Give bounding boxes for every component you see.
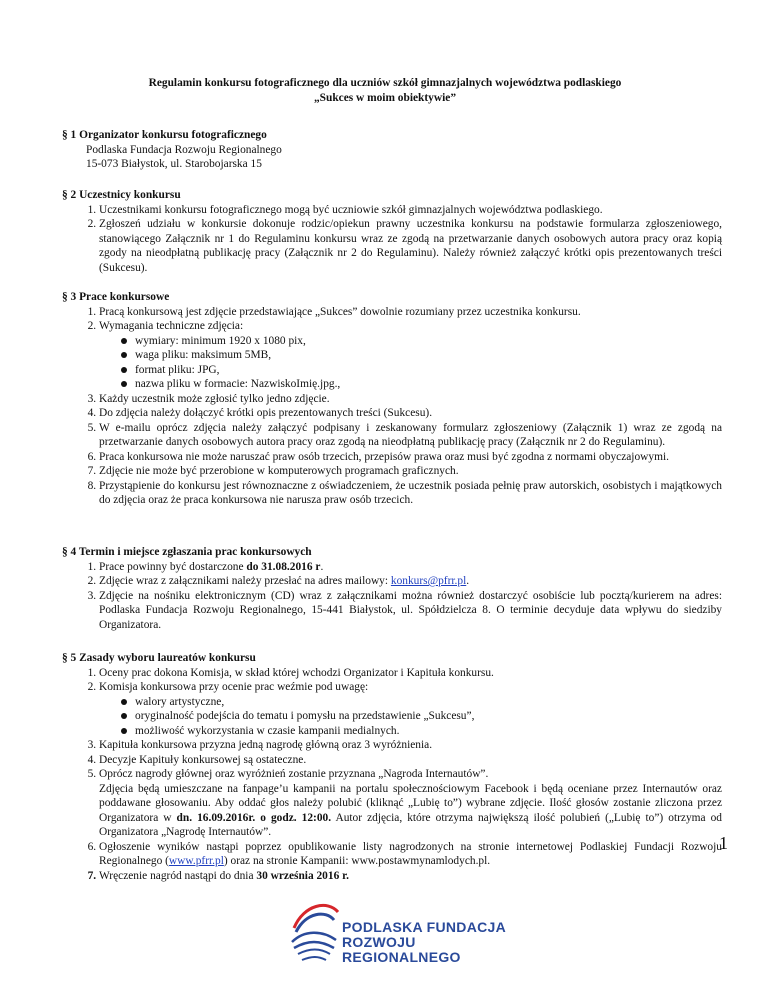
bullet-icon bbox=[121, 352, 127, 358]
section-2-list bbox=[62, 203, 722, 276]
technical-requirements-label: Wymagania techniczne zdjęcia: bbox=[99, 320, 244, 332]
bullet-item: format pliku: JPG, bbox=[121, 363, 722, 378]
list-item: 2. Zdjęcie wraz z załącznikami należy przesłać na adres mailowy: konkurs@pfrr.pl. bbox=[99, 574, 722, 589]
list-item: 1. Pracą konkursową jest zdjęcie przedstawiające „Sukces” dowolnie rozumiany przez uczestnika konkursu. bbox=[99, 305, 722, 320]
list-item: 3. Zdjęcie na nośniku elektronicznym (CD) wraz z załącznikami można również dostarczyć osobiście lub pocztą/kurierem na adres: Podlaska Fundacja Rozwoju Regionalnego, 15-441 Białystok, ul. Spółdzielcza 8. O terminie decyduje data wpływu do siedziby Organizatora. bbox=[99, 589, 722, 633]
list-item: 3. Kapituła konkursowa przyzna jedną nagrodę główną oraz 3 wyróżnienia. bbox=[99, 738, 722, 753]
foundation-logo bbox=[290, 890, 530, 970]
section-2 bbox=[62, 188, 722, 275]
list-item: 6. Praca konkursowa nie może naruszać praw osób trzecich, przepisów prawa oraz musi być zgodna z normami obyczajowymi. bbox=[99, 450, 722, 465]
criteria-bullets bbox=[99, 695, 722, 739]
list-item: 5. W e-mailu oprócz zdjęcia należy załączyć podpisany i zeskanowany formularz zgłoszeniowy (Załącznik 1) wraz ze zgodą na przetwarzanie danych osobowych autora pracy oraz zgodą na nieodpłatną publikację pracy (Załącznik nr 2 do Regulaminu). bbox=[99, 421, 722, 450]
organizer-address: 15-073 Białystok, ul. Starobojarska 15 bbox=[86, 158, 262, 170]
logo-swirl-icon bbox=[290, 890, 342, 970]
bullet-item: możliwość wykorzystania w czasie kampanii medialnych. bbox=[121, 724, 722, 739]
list-item: 7. Wręczenie nagród nastąpi do dnia 30 września 2016 r. bbox=[99, 869, 722, 884]
section-5 bbox=[62, 651, 722, 883]
pfrr-link[interactable]: www.pfrr.pl bbox=[168, 855, 224, 867]
list-item: 7. Zdjęcie nie może być przerobione w komputerowych programach graficznych. bbox=[99, 464, 722, 479]
section-5-list bbox=[62, 666, 722, 884]
list-item bbox=[99, 319, 722, 392]
section-1-heading: § 1 Organizator konkursu fotograficznego bbox=[62, 129, 267, 141]
section-1 bbox=[62, 128, 722, 172]
bullet-item: wymiary: minimum 1920 x 1080 pix, bbox=[121, 334, 722, 349]
bullet-icon bbox=[121, 381, 127, 387]
page-number: 1 bbox=[719, 833, 728, 853]
deadline-date: do 31.08.2016 r bbox=[246, 560, 321, 573]
bullet-item: oryginalność podejścia do tematu i pomysłu na przedstawienie „Sukcesu”, bbox=[121, 709, 722, 724]
list-item: 4. Decyzje Kapituły konkursowej są ostateczne. bbox=[99, 753, 722, 768]
section-4 bbox=[62, 545, 722, 632]
bullet-icon bbox=[121, 728, 127, 734]
vote-count-date: dn. 16.09.2016r. o godz. 12:00. bbox=[176, 811, 332, 824]
section-4-list bbox=[62, 560, 722, 633]
award-date: 30 września 2016 r. bbox=[256, 869, 349, 882]
bullet-item: waga pliku: maksimum 5MB, bbox=[121, 348, 722, 363]
list-item: 4. Do zdjęcia należy dołączyć krótki opis prezentowanych treści (Sukcesu). bbox=[99, 406, 722, 421]
list-item: 1. Uczestnikami konkursu fotograficznego mogą być uczniowie szkół gimnazjalnych województwa podlaskiego. bbox=[99, 203, 722, 218]
bullet-item: nazwa pliku w formacie: NazwiskoImię.jpg., bbox=[121, 377, 722, 392]
bullet-icon bbox=[121, 338, 127, 344]
title-line-2: „Sukces w moim obiektywie” bbox=[313, 92, 457, 104]
list-item: 3. Każdy uczestnik może zgłosić tylko jedno zdjęcie. bbox=[99, 392, 722, 407]
bullet-icon bbox=[121, 367, 127, 373]
email-link[interactable]: konkurs@pfrr.pl bbox=[390, 575, 467, 587]
list-item: 2. Komisja konkursowa przy ocenie prac weźmie pod uwagę: walory artystyczne, oryginalność podejścia do tematu i pomysłu na przedstawienie „Sukcesu”, możliwość wykorzystania w czasie kampanii medialnych. bbox=[99, 680, 722, 738]
logo-text: PODLASKA FUNDACJA ROZWOJU REGIONALNEGO bbox=[342, 919, 507, 965]
list-item: 1. Prace powinny być dostarczone do 31.08.2016 r. bbox=[99, 560, 722, 575]
document-title bbox=[60, 76, 710, 106]
organizer-name: Podlaska Fundacja Rozwoju Regionalnego bbox=[86, 143, 282, 156]
title-line-1: Regulamin konkursu fotograficznego dla uczniów szkół gimnazjalnych województwa podlaskiego bbox=[148, 77, 622, 89]
requirements-bullets bbox=[99, 334, 722, 392]
list-item: 6. Ogłoszenie wyników nastąpi poprzez opublikowanie listy nagrodzonych na stronie internetowej Podlaskiej Fundacji Rozwoju Regionalnego (www.pfrr.pl) oraz na stronie Kampanii: www.postawmynamlodych.pl. bbox=[99, 840, 722, 869]
list-item: 8. Przystąpienie do konkursu jest równoznaczne z oświadczeniem, że uczestnik posiada pełnię praw autorskich, osobistych i majątkowych do zdjęcia oraz że praca konkursowa nie narusza praw osób trzecich. bbox=[99, 479, 722, 508]
bullet-icon bbox=[121, 713, 127, 719]
section-3 bbox=[62, 290, 722, 508]
bullet-item: walory artystyczne, bbox=[121, 695, 722, 710]
section-2-heading: § 2 Uczestnicy konkursu bbox=[62, 189, 181, 201]
list-item: 1. Oceny prac dokona Komisja, w skład której wchodzi Organizator i Kapituła konkursu. bbox=[99, 666, 722, 681]
list-item: 2. Zgłoszeń udziału w konkursie dokonuje rodzic/opiekun prawny uczestnika konkursu na podstawie formularza zgłoszeniowego, stanowiącego Załącznik nr 1 do Regulaminu konkursu wraz ze zgodą na przetwarzanie danych osobowych autora pracy oraz kopią zgody na nieodpłatną publikację pracy (Załącznik nr 2 do Regulaminu). Należy również załączyć krótki opis prezentowanych treści (Sukcesu). bbox=[99, 217, 722, 275]
section-3-list bbox=[62, 305, 722, 508]
list-item: 5. Oprócz nagrody głównej oraz wyróżnień zostanie przyznana „Nagroda Internautów”. Zdjęcia będą umieszczane na fanpage’u kampanii na portalu społecznościowym Facebook i będą oceniane przez Internautów oraz poddawane głosowaniu. Aby oddać głos należy polubić (kliknąć „Lubię to”) wybrane zdjęcie. Ilość głosów zostanie zliczona przez Organizatora w dn. 16.09.2016r. o godz. 12:00. Autor zdjęcia, które otrzyma największą ilość polubień („Lubię to”) otrzyma od Organizatora „Nagrodę Internautów”. bbox=[99, 767, 722, 840]
bullet-icon bbox=[121, 699, 127, 705]
section-3-heading: § 3 Prace konkursowe bbox=[62, 291, 170, 303]
section-5-heading: § 5 Zasady wyboru laureatów konkursu bbox=[62, 652, 256, 664]
section-4-heading: § 4 Termin i miejsce zgłaszania prac konkursowych bbox=[62, 546, 312, 558]
